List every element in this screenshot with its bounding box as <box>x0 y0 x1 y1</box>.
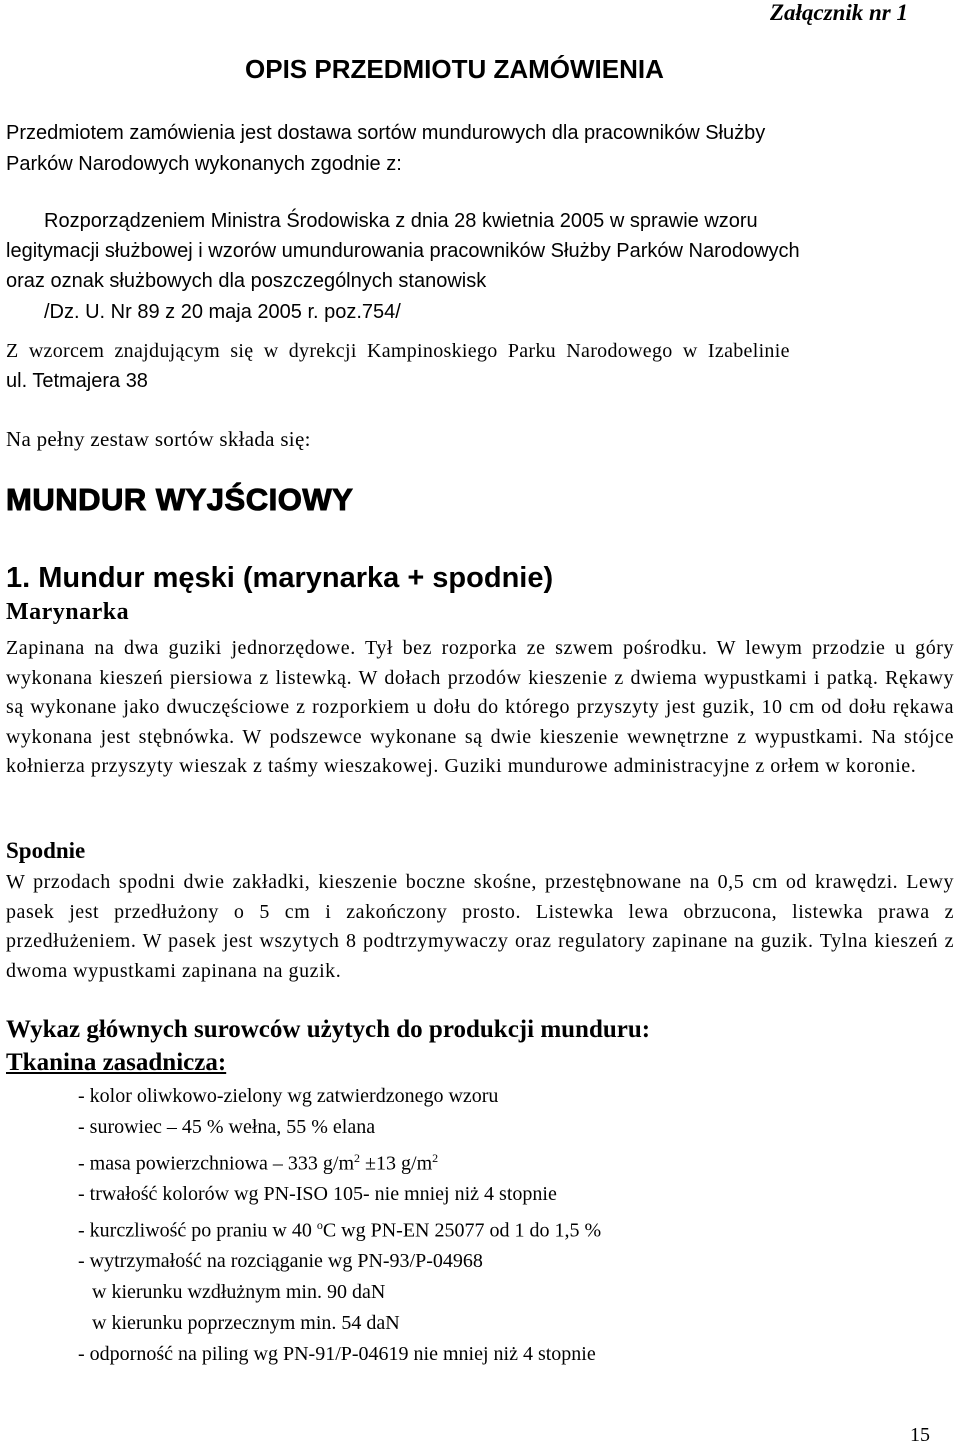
set-heading: Na pełny zestaw sortów składa się: <box>6 427 311 451</box>
regulation-line-3: oraz oznak służbowych dla poszczególnych stanowisk <box>6 270 487 292</box>
trousers-heading: Spodnie <box>6 838 86 863</box>
page-number: 15 <box>910 1424 930 1446</box>
spec-shrink-prefix: - kurczliwość po praniu w 40 <box>78 1219 317 1242</box>
spec-mass-prefix: - masa powierzchniowa – 333 g/m <box>78 1152 355 1175</box>
item-1-title: 1. Mundur męski (marynarka + spodnie) <box>6 562 554 594</box>
annex-label: Załącznik nr 1 <box>769 0 908 25</box>
intro-line-2: Parków Narodowych wykonanych zgodnie z: <box>6 153 402 175</box>
base-fabric-heading: Tkanina zasadnicza: <box>6 1049 227 1076</box>
regulation-line-4: /Dz. U. Nr 89 z 20 maja 2005 r. poz.754/ <box>44 301 401 323</box>
materials-heading: Wykaz głównych surowców użytych do produkcji munduru: <box>6 1016 651 1043</box>
spec-mass <box>78 1143 601 1179</box>
spec-tensile-weft: w kierunku poprzecznym min. 54 daN <box>92 1311 400 1334</box>
document-title: OPIS PRZEDMIOTU ZAMÓWIENIA <box>245 54 664 84</box>
jacket-heading: Marynarka <box>6 599 130 625</box>
spec-pilling: - odporność na piling wg PN-91/P-04619 nie mniej niż 4 stopnie <box>78 1342 596 1365</box>
spec-shrinkage <box>78 1210 601 1246</box>
fabric-spec-list <box>78 1081 601 1369</box>
spec-tensile-warp: w kierunku wzdłużnym min. 90 daN <box>92 1281 386 1304</box>
spec-mass-sup-1: 2 <box>354 1150 361 1165</box>
spec-shrink-suffix: C wg PN-EN 25077 od 1 do 1,5 % <box>322 1219 602 1242</box>
spec-composition: - surowiec – 45 % wełna, 55 % elana <box>78 1115 376 1138</box>
pattern-line-2: ul. Tetmajera 38 <box>6 370 148 392</box>
intro-line-1: Przedmiotem zamówienia jest dostawa sortów mundurowych dla pracowników Służby <box>6 122 766 144</box>
regulation-line-2: legitymacji służbowej i wzorów umundurowania pracowników Służby Parków Narodowych <box>6 240 800 262</box>
spec-shrink-degree: o <box>316 1217 323 1232</box>
regulation-line-1: Rozporządzeniem Ministra Środowiska z dnia 28 kwietnia 2005 w sprawie wzoru <box>44 210 758 232</box>
spec-mass-mid: ±13 g/m <box>360 1152 433 1175</box>
spec-color: - kolor oliwkowo-zielony wg zatwierdzonego wzoru <box>78 1085 499 1107</box>
spec-mass-sup-2: 2 <box>432 1150 439 1165</box>
section-title: MUNDUR WYJŚCIOWY <box>6 482 354 517</box>
trousers-description: W przodach spodni dwie zakładki, kieszenie boczne skośne, przestębnowane na 0,5 cm od krawędzi. Lewy pasek jest przedłużony o 5 cm i zakończony prosto. Listewka lewa obrzucona, listewka prawa z przedłużeniem. W pasek jest wszytych 8 podtrzymywaczy oraz regulatory zapinane na guzik. Tylna kieszeń z dwoma wypustkami zapinana na guzik. <box>6 871 954 982</box>
jacket-description: Zapinana na dwa guziki jednorzędowe. Tył bez rozporka ze szwem pośrodku. W lewym przodzie u góry wykonana kieszeń piersiowa z listewką. W dołach przodów kieszenie z dwiema wypustkami i patką. Rękawy są wykonane jako dwuczęściowe z rozporkiem u dołu do którego przyszyty jest guzik, 10 cm od dołu rękawa wykonana jest stębnówka. W podszewce wykonane są dwie kieszenie wewnętrzne z wypustkami. Na stójce kołnierza przyszyty wieszak z taśmy wieszakowej. Guziki mundurowe administracyjne z orłem w koronie. <box>6 637 954 778</box>
spec-colorfastness: - trwałość kolorów wg PN-ISO 105- nie mniej niż 4 stopnie <box>78 1183 557 1206</box>
pattern-line-1: Z wzorcem znajdującym się w dyrekcji Kampinoskiego Parku Narodowego w Izabelinie <box>6 340 790 362</box>
spec-tensile: - wytrzymałość na rozciąganie wg PN-93/P-04968 <box>78 1250 483 1273</box>
